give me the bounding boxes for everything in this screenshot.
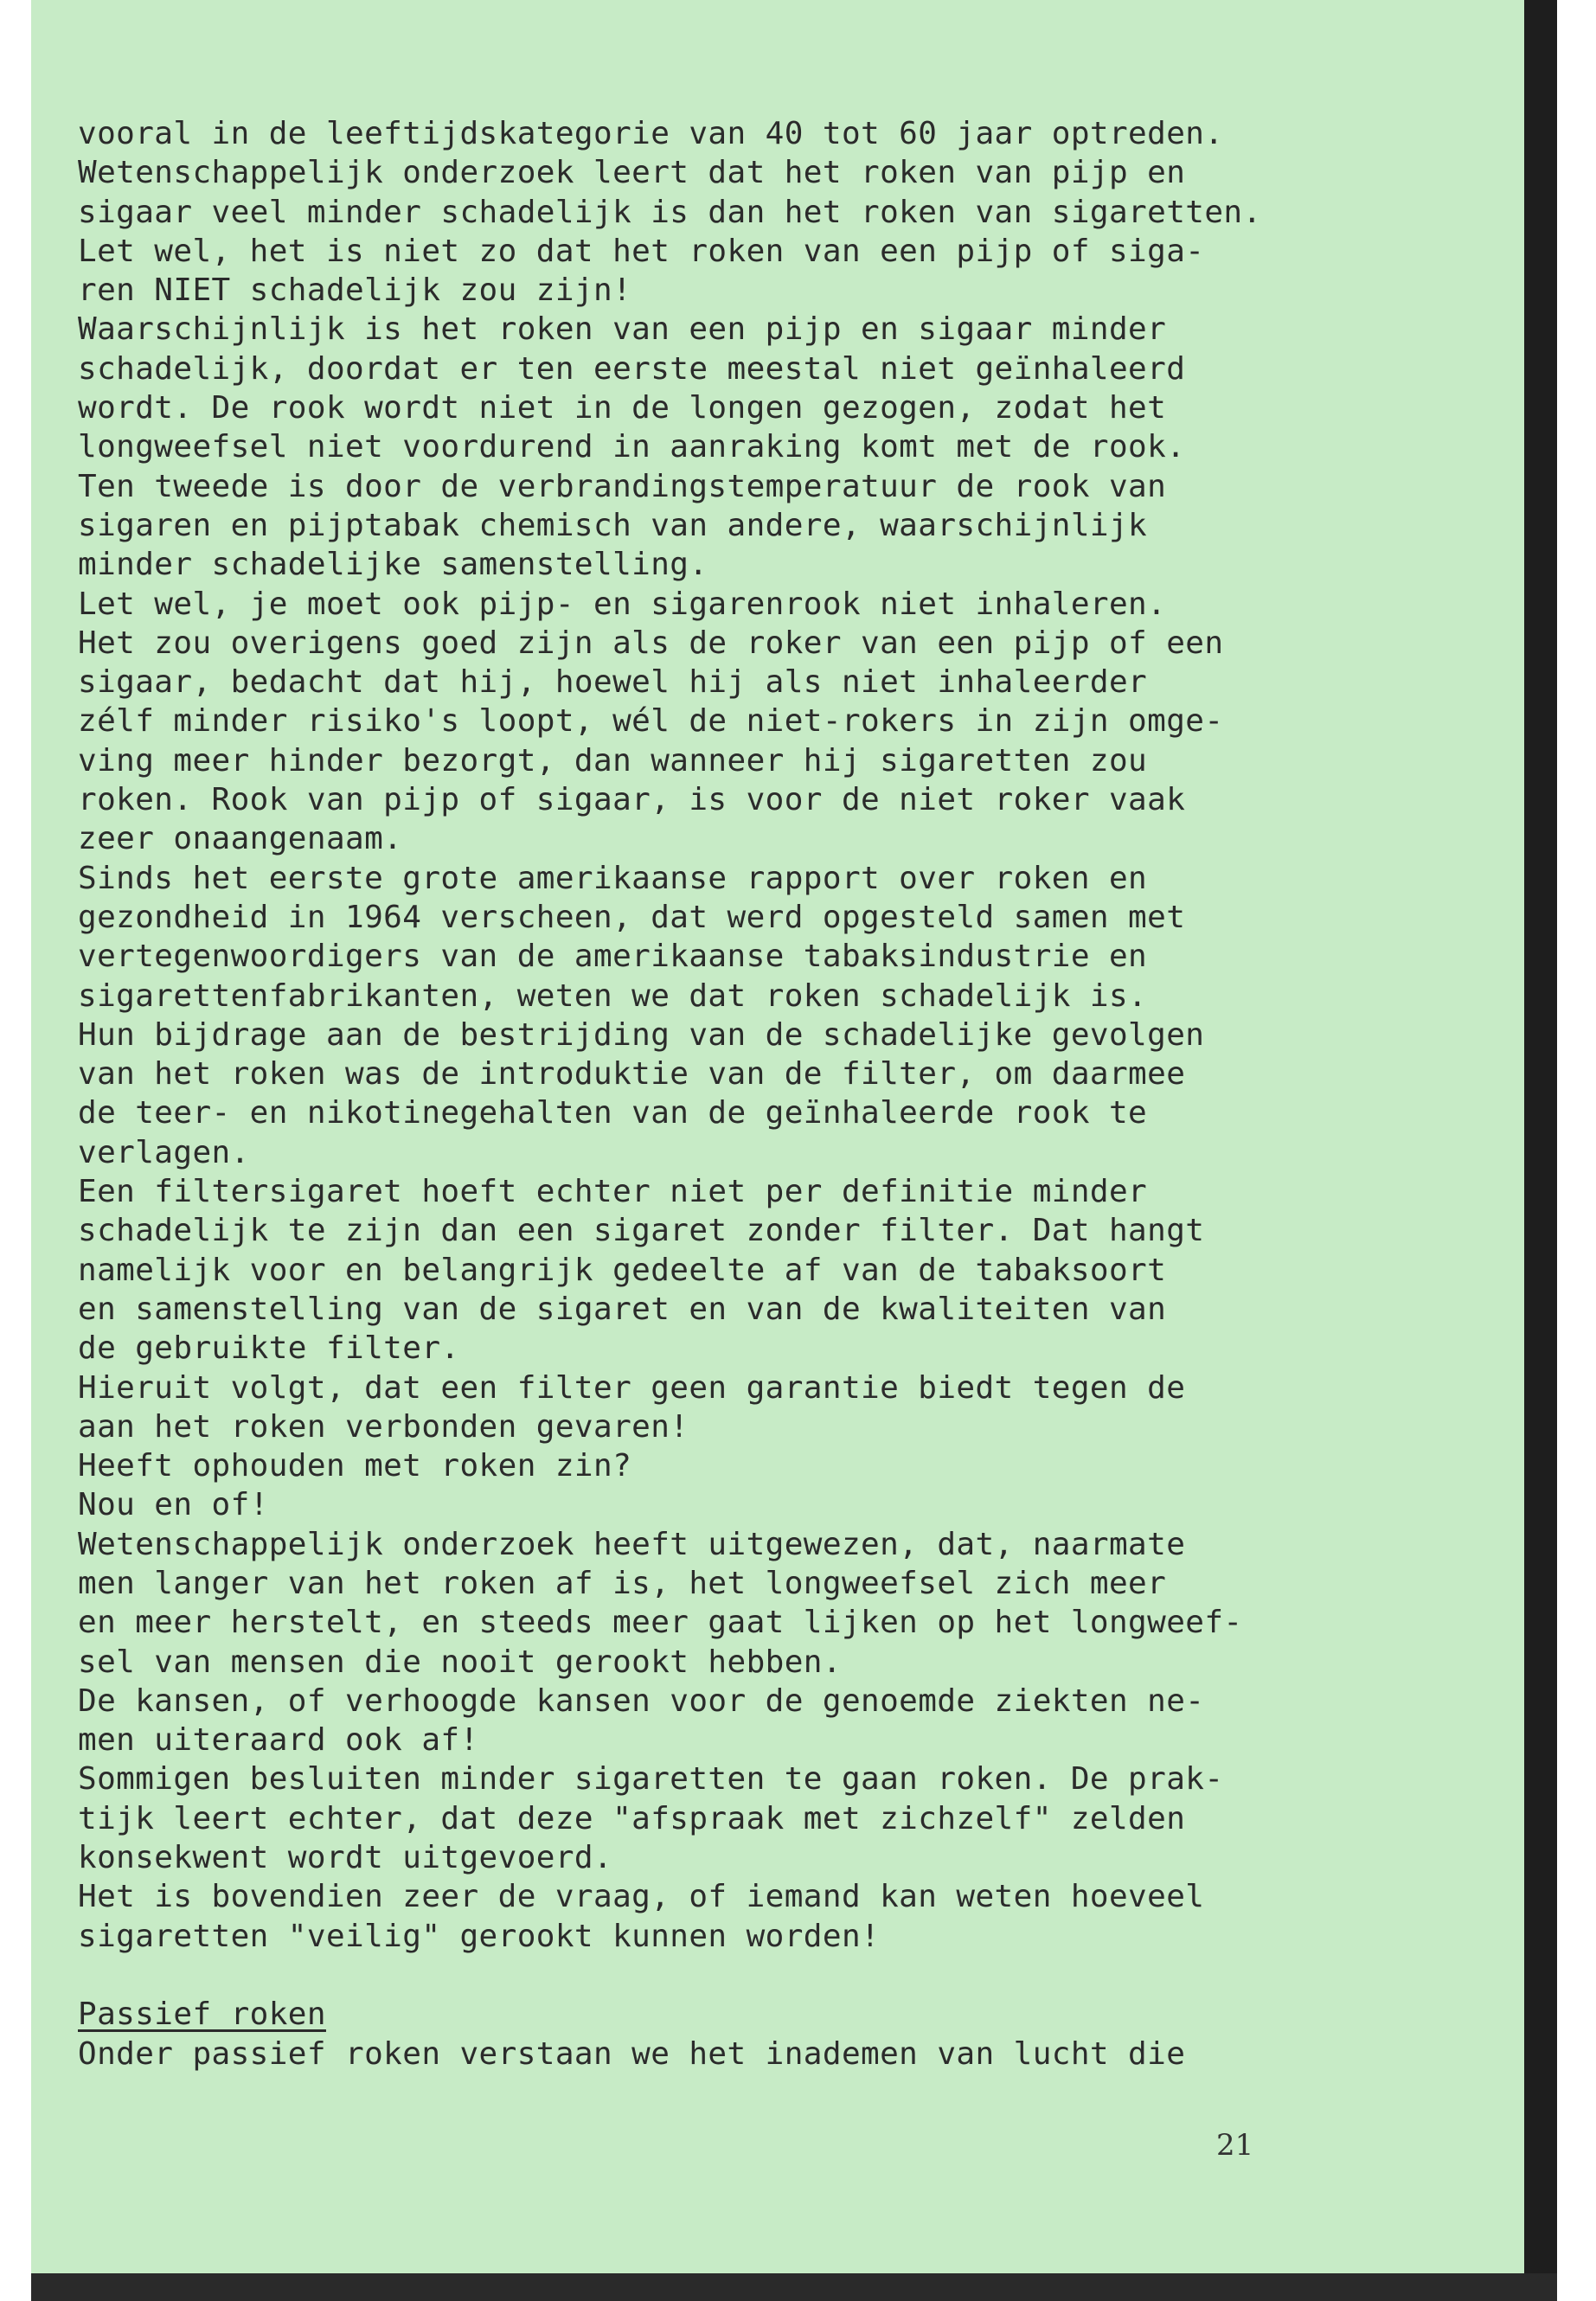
text-line: Wetenschappelijk onderzoek heeft uitgewezen, dat, naarmate xyxy=(78,1526,1186,1562)
blank-line xyxy=(78,1956,1332,1995)
scan-edge-bottom xyxy=(31,2273,1557,2301)
text-line: en meer herstelt, en steeds meer gaat lijken op het longweef- xyxy=(78,1605,1243,1641)
text-line: Hun bijdrage aan de bestrijding van de schadelijke gevolgen xyxy=(78,1016,1205,1053)
text-line: minder schadelijke samenstelling. xyxy=(78,547,708,583)
text-line: Wetenschappelijk onderzoek leert dat het roken van pijp en xyxy=(78,155,1186,191)
text-line: ving meer hinder bezorgt, dan wanneer hij sigaretten zou xyxy=(78,742,1148,779)
text-line: sigaretten "veilig" gerookt kunnen worden! xyxy=(78,1918,881,1954)
section-heading-text: Passief roken xyxy=(78,1997,326,2033)
text-line: sigarettenfabrikanten, weten we dat roken schadelijk is. xyxy=(78,977,1148,1014)
scan-edge-right xyxy=(1524,0,1557,2301)
text-line: aan het roken verbonden gevaren! xyxy=(78,1408,689,1445)
text-line: Hieruit volgt, dat een filter geen garantie biedt tegen de xyxy=(78,1369,1186,1406)
text-line: Het is bovendien zeer de vraag, of iemand kan weten hoeveel xyxy=(78,1879,1205,1915)
text-line: Let wel, je moet ook pijp- en sigarenrook niet inhaleren. xyxy=(78,586,1167,622)
text-line: vooral in de leeftijdskategorie van 40 tot 60 jaar optreden. xyxy=(78,116,1224,151)
text-line: Sinds het eerste grote amerikaanse rapport over roken en xyxy=(78,860,1148,896)
body-text xyxy=(78,114,1332,2073)
text-line: Let wel, het is niet zo dat het roken van een pijp of siga- xyxy=(78,233,1205,269)
text-line: de teer- en nikotinegehalten van de geïnhaleerde rook te xyxy=(78,1095,1148,1131)
text-line: sigaar veel minder schadelijk is dan het roken van sigaretten. xyxy=(78,194,1262,230)
text-line: men uiteraard ook af! xyxy=(78,1722,479,1759)
text-line: en samenstelling van de sigaret en van de kwaliteiten van xyxy=(78,1291,1167,1327)
text-line: Nou en of! xyxy=(78,1487,269,1523)
text-line: vertegenwoordigers van de amerikaanse tabaksindustrie en xyxy=(78,939,1148,975)
text-line: konsekwent wordt uitgevoerd. xyxy=(78,1840,613,1876)
text-line: tijk leert echter, dat deze "afspraak met zichzelf" zelden xyxy=(78,1800,1186,1836)
text-line: de gebruikte filter. xyxy=(78,1330,460,1367)
text-line: zeer onaangenaam. xyxy=(78,821,403,857)
text-line: Onder passief roken verstaan we het inademen van lucht die xyxy=(78,2035,1186,2072)
text-line: longweefsel niet voordurend in aanraking komt met de rook. xyxy=(78,429,1186,465)
text-line: sigaar, bedacht dat hij, hoewel hij als niet inhaleerder xyxy=(78,664,1148,701)
text-line: namelijk voor en belangrijk gedeelte af van de tabaksoort xyxy=(78,1252,1167,1288)
text-line: Waarschijnlijk is het roken van een pijp en sigaar minder xyxy=(78,311,1167,348)
text-line: men langer van het roken af is, het longweefsel zich meer xyxy=(78,1565,1167,1601)
text-line: Heeft ophouden met roken zin? xyxy=(78,1448,632,1484)
text-line: De kansen, of verhoogde kansen voor de genoemde ziekten ne- xyxy=(78,1682,1205,1719)
text-line: Een filtersigaret hoeft echter niet per definitie minder xyxy=(78,1174,1148,1210)
text-line: Het zou overigens goed zijn als de roker van een pijp of een xyxy=(78,625,1224,661)
text-line: gezondheid in 1964 verscheen, dat werd opgesteld samen met xyxy=(78,899,1186,935)
text-line: roken. Rook van pijp of sigaar, is voor de niet roker vaak xyxy=(78,782,1186,818)
text-line: van het roken was de introduktie van de filter, om daarmee xyxy=(78,1056,1186,1093)
section-heading xyxy=(78,1995,1332,2034)
text-line: sel van mensen die nooit gerookt hebben. xyxy=(78,1644,842,1680)
text-line: schadelijk te zijn dan een sigaret zonder filter. Dat hangt xyxy=(78,1213,1205,1249)
text-line: ren NIET schadelijk zou zijn! xyxy=(78,272,632,309)
text-line: schadelijk, doordat er ten eerste meestal niet geïnhaleerd xyxy=(78,350,1186,387)
text-line: sigaren en pijptabak chemisch van andere, waarschijnlijk xyxy=(78,507,1148,543)
text-line: wordt. De rook wordt niet in de longen gezogen, zodat het xyxy=(78,390,1167,426)
text-line: verlagen. xyxy=(78,1134,250,1170)
text-line: zélf minder risiko's loopt, wél de niet-rokers in zijn omge- xyxy=(78,703,1224,740)
text-line: Sommigen besluiten minder sigaretten te gaan roken. De prak- xyxy=(78,1761,1224,1798)
page-number: 21 xyxy=(1216,2128,1254,2163)
text-line: Ten tweede is door de verbrandingstemperatuur de rook van xyxy=(78,468,1167,504)
